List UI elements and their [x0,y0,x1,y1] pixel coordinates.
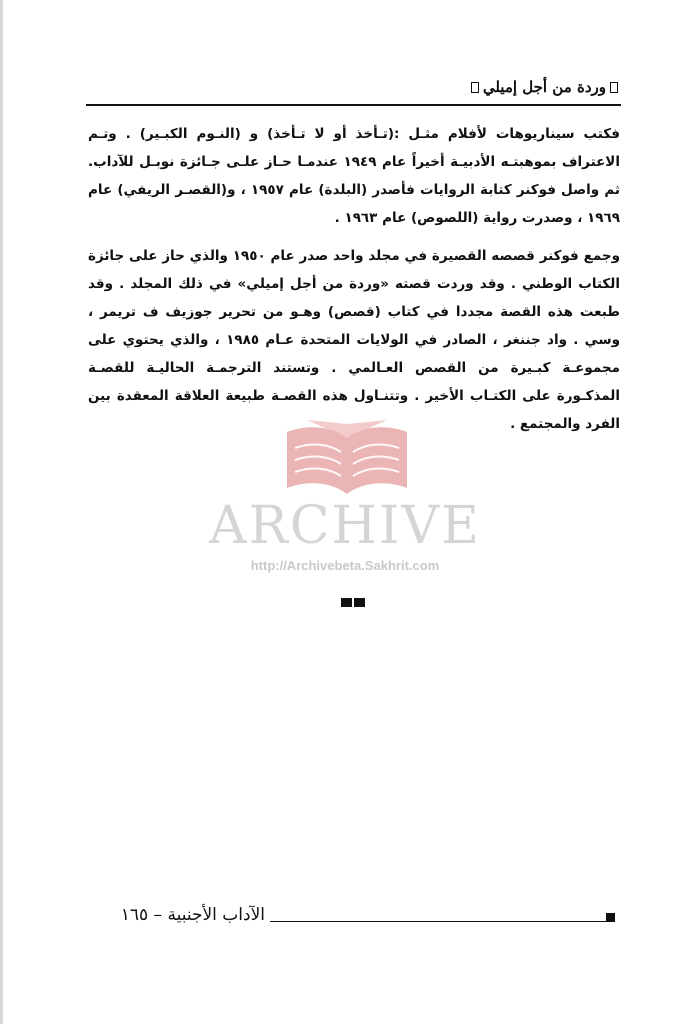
header-rule [86,104,621,106]
watermark-url: http://Archivebeta.Sakhrit.com [250,558,440,573]
header-box-icon [471,82,479,93]
paragraph-2: وجمع فوكنر قصصه القصيرة في مجلد واحد صدر عام ١٩٥٠ والذي حاز على جائزة الكتاب الوطني . وقد وردت قصته «وردة من أجل إميلي» في ذلك المجلد . وقد طبعت هذه القصة مجددا في كتاب (قصص) وهـو من تحرير جوزيف ف تريمر ، وسي . واد جننغر ، الصادر في الولايات المتحدة عـام ١٩٨٥ ، والذي يحتوي على مجموعـة كبـيرة من القصص العـالمي . وتستند الترجمـة الحاليـة للقصـة المذكـورة على الكتـاب الأخير . وتتنـاول هذه القصـة طبيعة العلاقة المعقدة بين الفرد والمجتمع . [88,248,620,432]
running-header-title: وردة من أجل إميلي [482,78,606,96]
archive-watermark [205,418,485,588]
footer-journal-page: الآداب الأجنبية – ١٦٥ [120,905,265,925]
section-end-marks [341,598,365,607]
watermark-title: ARCHIVE [209,496,481,556]
end-mark-square-icon [341,598,352,607]
page-edge [0,0,3,1024]
body-text [88,120,620,438]
end-mark-square-icon [354,598,365,607]
header-box-icon [610,82,618,93]
paragraph-1: فكتب سيناريوهات لأفلام مثـل :(تـأخذ أو لا تـأخذ) و (النـوم الكبـير) . وتـم الاعتراف بموهبتـه الأدبيـة أخيراً عام ١٩٤٩ عندمـا حـاز علـى جـائزة نوبـل للآداب. ثم واصل فوكنر كتابة الروايات فأصدر (البلدة) عام ١٩٥٧ ، و(القصـر الريفي) عام ١٩٦٩ ، وصدرت رواية (اللصوص) عام ١٩٦٣ . [88,126,620,226]
footer-rule [270,921,608,922]
running-header [470,74,618,100]
